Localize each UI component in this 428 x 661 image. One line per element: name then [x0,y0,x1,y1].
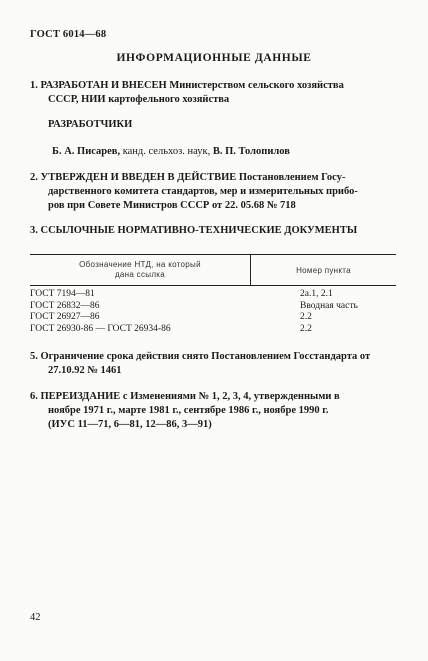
table-cell-document: ГОСТ 26832—86 [30,300,100,311]
section-5 [30,350,398,378]
section-2-line-3: ров при Совете Министров СССР от 22. 05.68 № 718 [48,200,296,211]
table-row [30,301,396,313]
table-header-document-line-2: дана ссылка [114,270,166,279]
page-number: 42 [30,612,41,623]
section-2 [30,171,398,213]
table-row [30,324,396,336]
section-1-line-1: 1. РАЗРАБОТАН И ВНЕСЕН Министерством сельского хозяйства [30,80,344,91]
section-1-line-2: СССР, НИИ картофельного хозяйства [48,94,230,105]
section-1 [30,79,398,107]
authors-line [52,146,290,157]
table-header [30,255,396,285]
table-row [30,312,396,324]
table-header-item: Номер пункта [296,265,351,275]
standard-header: ГОСТ 6014—68 [30,29,107,40]
table-row [30,289,396,301]
table-cell-document: ГОСТ 7194—81 [30,289,95,299]
page-title: ИНФОРМАЦИОННЫЕ ДАННЫЕ [116,52,312,64]
section-6-line-2: ноябре 1971 г., марте 1981 г., сентябре 1986 г., ноябре 1990 г. [48,405,329,416]
section-5-line-2: 27.10.92 № 1461 [48,365,122,376]
section-6 [30,390,398,432]
section-2-line-2: дарственного комитета стандартов, мер и измерительных прибо- [48,186,358,197]
table-cell-item: 2а.1, 2.1 [300,289,333,299]
author-1: Б. А. Писарев, [52,146,121,157]
developers-label: РАЗРАБОТЧИКИ [48,119,133,130]
author-degree: канд. сельхоз. наук, [120,146,213,157]
table-header-document-line-1: Обозначение НТД, на который [79,260,201,269]
section-6-line-3: (ИУС 11—71, 6—81, 12—86, 3—91) [48,419,212,430]
table-body [30,286,396,335]
section-6-line-1: 6. ПЕРЕИЗДАНИЕ с Изменениями № 1, 2, 3, 4, утвержденными в [30,391,340,402]
section-3-title: 3. ССЫЛОЧНЫЕ НОРМАТИВНО-ТЕХНИЧЕСКИЕ ДОКУМЕНТЫ [30,225,358,236]
table-cell-item: 2.2 [300,323,312,334]
references-table [30,254,396,335]
table-cell-document: ГОСТ 26930-86 — ГОСТ 26934-86 [30,323,171,334]
author-2: В. П. Толопилов [212,146,290,157]
section-5-line-1: 5. Ограничение срока действия снято Постановлением Госстандарта от [30,351,371,362]
table-header-document [30,260,250,280]
table-cell-document: ГОСТ 26927—86 [30,312,100,322]
table-cell-item: Вводная часть [300,300,358,311]
table-cell-item: 2.2 [300,312,312,322]
section-2-line-1: 2. УТВЕРЖДЕН И ВВЕДЕН В ДЕЙСТВИЕ Постановлением Госу- [30,172,346,183]
